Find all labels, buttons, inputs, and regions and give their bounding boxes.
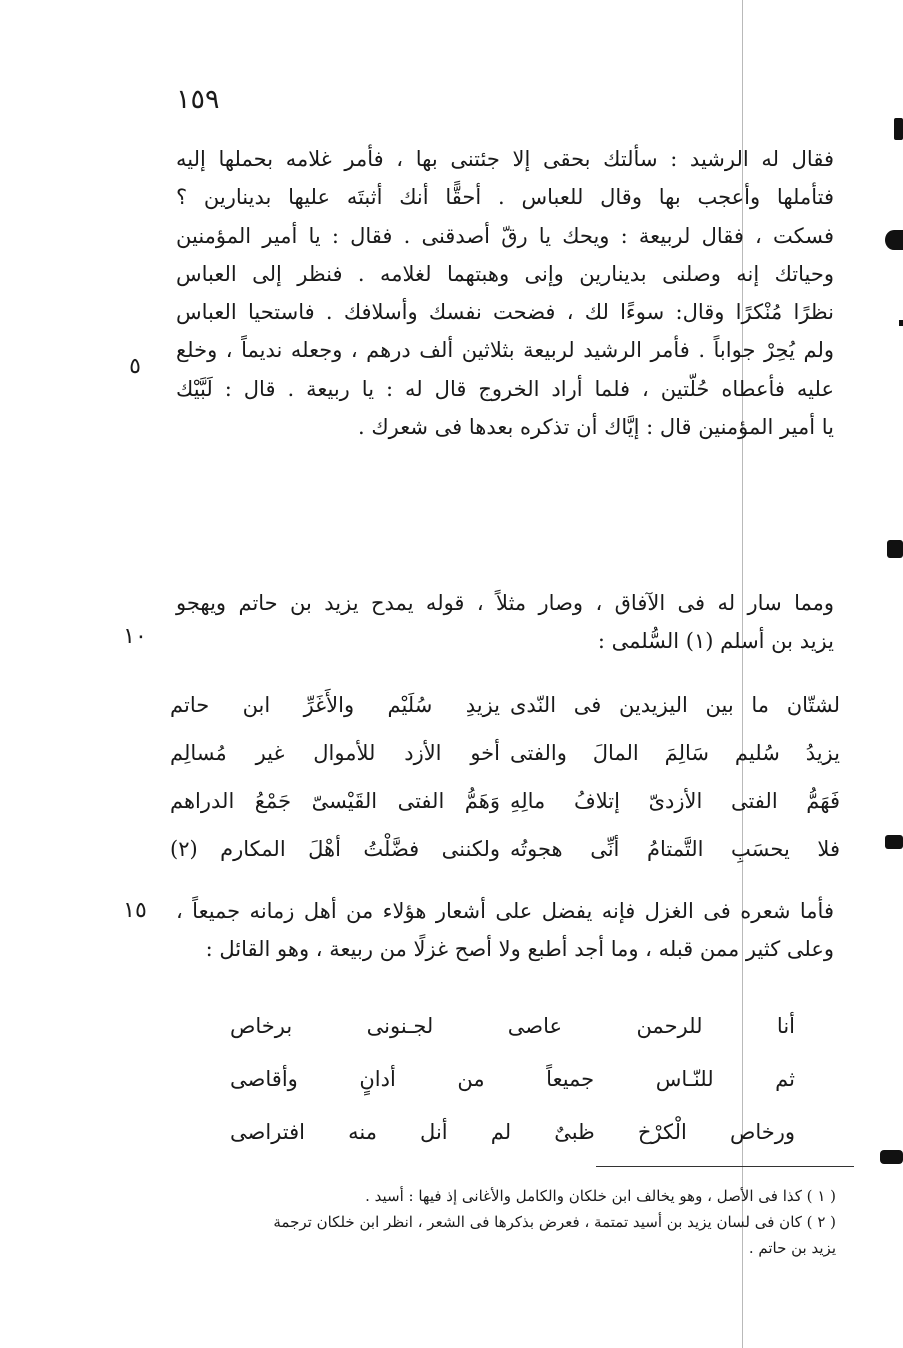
poem-word: من: [457, 1067, 485, 1091]
poem-word: أنا: [776, 1014, 795, 1038]
text-line: يزيد بن أسلم (١) السُّلمى :: [597, 629, 834, 654]
poem-word: ثم: [775, 1067, 795, 1091]
poem-word: برخاص: [230, 1014, 293, 1038]
page-number: ١٥٩: [176, 84, 220, 115]
line-number-5: ٥: [129, 354, 141, 379]
binding-mark: [899, 320, 903, 326]
paragraph-3: [176, 892, 834, 969]
text-line: فسكت ، فقال لربيعة : ويحك يا رقّ أصدقنى . فقال : يا أمير المؤمنين: [176, 223, 834, 248]
footnotes: [176, 1183, 836, 1261]
binding-mark: [885, 230, 903, 250]
binding-mark: [885, 835, 903, 849]
poem-1-verse: [160, 829, 840, 869]
verse-first-hemistich: فلا يحسَبِ التَّمتامُ أنِّى هجوتُه: [510, 837, 840, 861]
text-line: وحياتك إنه وصلنى بدينارين وإنى وهبتهما لغلامه . فنظر إلى العباس: [176, 261, 835, 286]
paragraph-1: [176, 140, 834, 446]
binding-mark: [894, 118, 903, 140]
verse-second-hemistich: أخو الأزد للأموال غير مُسالِم: [170, 741, 500, 765]
poem-word: افتراصى: [230, 1120, 305, 1144]
text-line: وعلى كثير ممن قبله ، وما أجد أطبع ولا أصح غزلًا من ربيعة ، وهو القائل :: [205, 937, 834, 962]
text-line: فقال له الرشيد : سألتك بحقى إلا جئتنى بها ، فأمر غلامه بحملها إليه: [176, 147, 834, 171]
text-line: يا أمير المؤمنين قال : إيَّاك أن تذكره بعدها فى شعرك .: [358, 415, 834, 440]
line-number-10: ١٠: [123, 624, 147, 649]
poem-1-verse: [160, 781, 840, 821]
verse-first-hemistich: يزيدُ سُليم سَالِمَ المالَ والفتى: [510, 741, 840, 765]
text-line: ولم يُحِرْ جواباً . فأمر الرشيد لربيعة بثلاثين ألف درهم ، وجعله نديماً ، وخلع: [176, 338, 834, 363]
poem-word: لم: [490, 1120, 512, 1144]
poem-word: وأقاصى: [230, 1067, 298, 1091]
footnote-1: ( ١ ) كذا فى الأصل ، وهو يخالف ابن خلكان والكامل والأغانى إذ فيها : أسيد .: [365, 1187, 836, 1205]
footnote-2: ( ٢ ) كان فى لسان يزيد بن أسيد تمتمة ، فعرض بذكرها فى الشعر ، انظر ابن خلكان ترجمة: [273, 1213, 836, 1231]
poem-word: ورخاص: [729, 1120, 795, 1144]
poem-word: للنّـاس: [655, 1067, 714, 1091]
binding-mark: [880, 1150, 903, 1164]
verse-second-hemistich: يزيدِ سُلَيْم والأَغَرِّ ابن حاتم: [170, 693, 500, 717]
text-line: عليه فأعطاه حُلّتين ، فلما أراد الخروج قال له : يا ربيعة . قال : لَبَّيْك: [176, 376, 834, 401]
poem-2-line: [230, 1109, 795, 1155]
binding-mark: [887, 540, 903, 558]
poem-word: لجـنونى: [366, 1014, 434, 1038]
verse-second-hemistich: ولكننى فضَّلْتُ أهْلَ المكارم (٢): [170, 837, 500, 861]
poem-word: منه: [348, 1120, 377, 1144]
text-line: نظرًا مُنْكرًا وقال: سوءًا لك ، فضحت نفسك وأسلافك . فاستحيا العباس: [176, 300, 834, 325]
poem-1-verse: [160, 685, 840, 725]
poem-word: الْكرْخ: [637, 1120, 687, 1144]
footnote-separator: [596, 1166, 854, 1167]
poem-2-line: [230, 1056, 795, 1102]
verse-second-hemistich: وَهَمُّ الفتى القَيْسىّ جَمْعُ الدراهم: [170, 789, 500, 813]
poem-word: عاصى: [507, 1014, 562, 1038]
poem-word: للرحمن: [636, 1014, 703, 1038]
poem-word: ظبىٌ: [554, 1120, 595, 1144]
poem-word: جميعاً: [546, 1067, 595, 1091]
text-line: ومما سار له فى الآفاق ، وصار مثلاً ، قوله يمدح يزيد بن حاتم ويهجو: [176, 591, 834, 615]
paragraph-2: [176, 584, 834, 661]
poem-word: أنل: [420, 1120, 448, 1144]
verse-first-hemistich: فَهَمُّ الفتى الأزدىّ إتلافُ مالِهِ: [510, 789, 840, 813]
poem-1-verse: [160, 733, 840, 773]
poem-2-line: [230, 1003, 795, 1049]
verse-first-hemistich: لشتّان ما بين اليزيدين فى النّدى: [510, 693, 840, 717]
poem-word: أدانٍ: [359, 1067, 396, 1091]
text-line: فتأملها وأعجب بها وقال للعباس . أحقًّا أنك أثبتَه عليها بدينارين ؟: [176, 185, 834, 210]
footnote-2-continued: يزيد بن حاتم .: [748, 1239, 836, 1257]
text-line: فأما شعره فى الغزل فإنه يفضل على أشعار هؤلاء من أهل زمانه جميعاً ،: [176, 899, 834, 923]
line-number-15: ١٥: [123, 898, 147, 923]
